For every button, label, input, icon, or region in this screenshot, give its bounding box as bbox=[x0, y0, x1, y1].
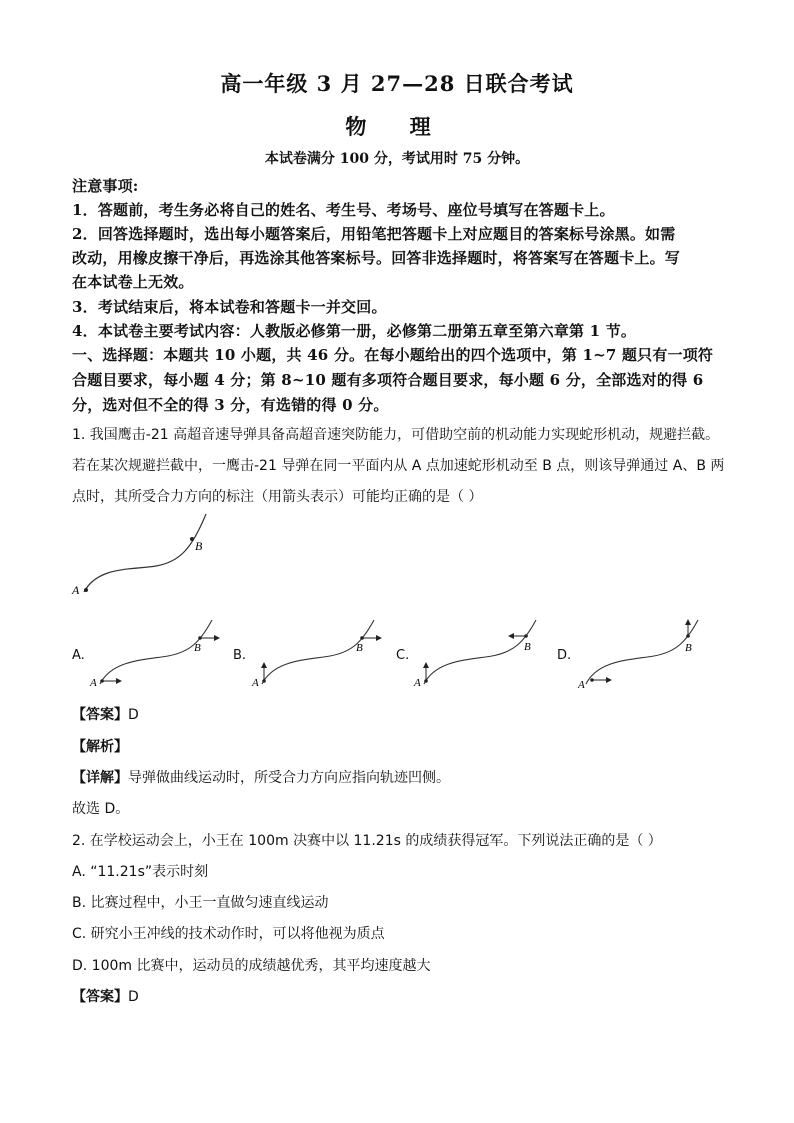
notes-line: 改动，用橡皮擦干净后，再选涂其他答案标号。回答非选择题时，将答案写在答题卡上。写 bbox=[72, 249, 681, 267]
option-a-figure bbox=[88, 618, 228, 694]
exam-subject: 物 理 bbox=[345, 114, 449, 139]
q1-conclusion: 故选 D。 bbox=[72, 801, 130, 817]
q1-stem-line: 若在某次规避拦截中，一鹰击-21 导弹在同一平面内从 A 点加速蛇形机动至 B 点，则该导弹通过 A、B 两 bbox=[72, 458, 725, 474]
detail-text: 导弹做曲线运动时，所受合力方向应指向轨迹凹侧。 bbox=[128, 770, 450, 786]
svg-text:A: A bbox=[252, 677, 259, 689]
option-a-label: A. bbox=[72, 648, 85, 663]
notes-line: 2．回答选择题时，选出每小题答案后，用铅笔把答题卡上对应题目的答案标号涂黑。如需 bbox=[72, 225, 676, 243]
q2-option-a: A. “11.21s”表示时刻 bbox=[72, 864, 209, 880]
q1-stem-line: 1. 我国鹰击-21 高超音速导弹具备高超音速突防能力，可借助空前的机动能力实现蛇形机动，规避拦截。 bbox=[72, 427, 720, 443]
q2-answer bbox=[72, 986, 139, 1006]
q2-option-d: D. 100m 比赛中，运动员的成绩越优秀，其平均速度越大 bbox=[72, 958, 431, 974]
q1-answer bbox=[72, 704, 139, 724]
option-b-label: B. bbox=[233, 648, 247, 663]
q1-trajectory-figure bbox=[64, 508, 224, 612]
option-c-figure bbox=[412, 618, 552, 694]
q2-stem: 2. 在学校运动会上，小王在 100m 决赛中以 11.21s 的成绩获得冠军。下列说法正确的是（ ） bbox=[72, 833, 662, 849]
exam-info: 本试卷满分 100 分，考试用时 75 分钟。 bbox=[264, 151, 530, 167]
svg-text:A: A bbox=[90, 677, 97, 689]
option-c-label: C. bbox=[396, 648, 410, 663]
svg-text:B: B bbox=[356, 642, 363, 654]
q1-stem-line: 点时，其所受合力方向的标注（用箭头表示）可能均正确的是（ ） bbox=[72, 489, 483, 505]
point-a-marker bbox=[84, 588, 88, 592]
notes-line: 3．考试结束后，将本试卷和答题卡一并交回。 bbox=[72, 298, 387, 316]
answer-value: D bbox=[128, 989, 139, 1005]
answer-tag: 【答案】 bbox=[72, 989, 128, 1005]
point-a-label: A bbox=[72, 583, 80, 597]
svg-text:B: B bbox=[194, 642, 201, 654]
option-d-figure bbox=[574, 618, 714, 694]
notes-line: 在本试卷上无效。 bbox=[72, 273, 194, 291]
svg-text:B: B bbox=[685, 642, 692, 654]
section-instructions: 合题目要求，每小题 4 分；第 8~10 题有多项符合题目要求，每小题 6 分，全部选对的得 6 bbox=[72, 371, 704, 389]
svg-text:A: A bbox=[578, 679, 585, 691]
notes-line: 1．答题前，考生务必将自己的姓名、考生号、考场号、座位号填写在答题卡上。 bbox=[72, 201, 615, 219]
svg-text:A: A bbox=[414, 677, 421, 689]
q1-analysis-tag: 【解析】 bbox=[72, 739, 128, 755]
detail-tag: 【详解】 bbox=[72, 770, 128, 786]
option-d-label: D. bbox=[557, 648, 572, 663]
notes-heading: 注意事项: bbox=[72, 177, 139, 195]
section-instructions: 一、选择题：本题共 10 小题，共 46 分。在每小题给出的四个选项中，第 1~7 题只有一项符 bbox=[72, 346, 714, 364]
svg-text:B: B bbox=[524, 641, 531, 653]
section-instructions: 分，选对但不全的得 3 分，有选错的得 0 分。 bbox=[72, 396, 389, 414]
point-b-label: B bbox=[195, 539, 203, 553]
q1-detail bbox=[72, 767, 450, 787]
answer-tag: 【答案】 bbox=[72, 707, 128, 723]
q2-option-c: C. 研究小王冲线的技术动作时，可以将他视为质点 bbox=[72, 926, 385, 942]
trajectory-curve bbox=[84, 514, 206, 592]
point-b-marker bbox=[190, 537, 194, 541]
option-b-figure bbox=[250, 618, 390, 694]
exam-title: 高一年级 3 月 27—28 日联合考试 bbox=[220, 71, 574, 96]
q2-option-b: B. 比赛过程中，小王一直做匀速直线运动 bbox=[72, 895, 329, 911]
answer-value: D bbox=[128, 707, 139, 723]
notes-line: 4．本试卷主要考试内容：人教版必修第一册，必修第二册第五章至第六章第 1 节。 bbox=[72, 322, 637, 340]
